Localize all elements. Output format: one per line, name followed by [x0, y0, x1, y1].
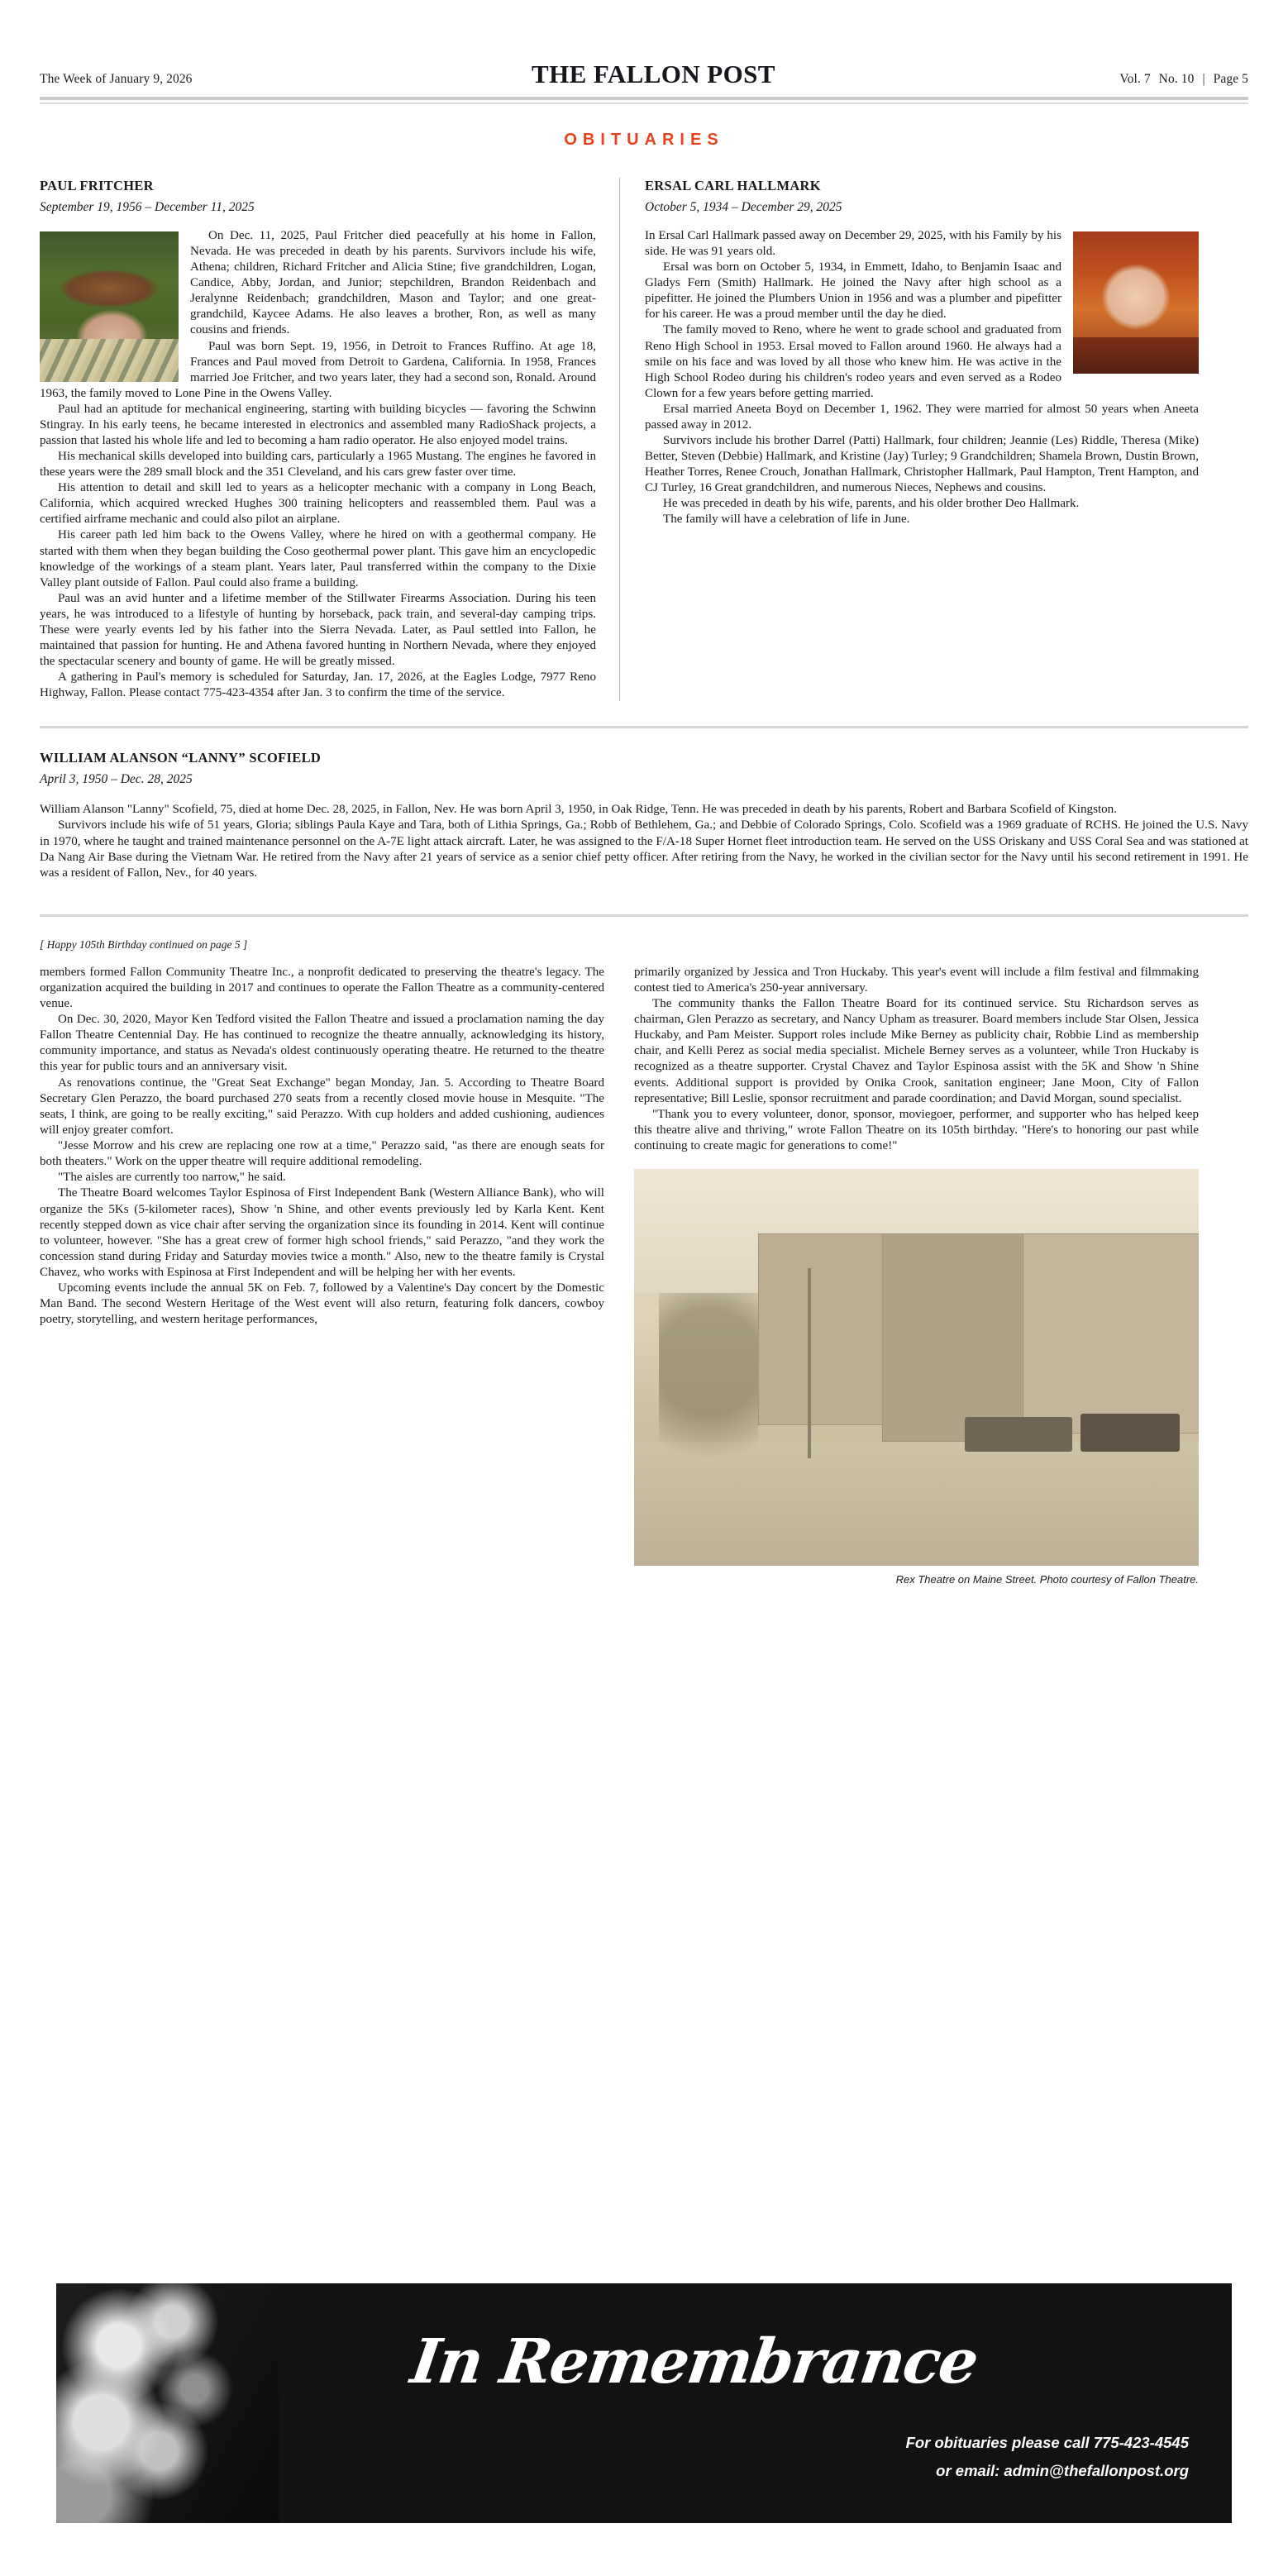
obituary-dates: September 19, 1956 – December 11, 2025 [40, 200, 255, 214]
theatre-article-left-column [40, 965, 604, 1587]
article-paragraph: On Dec. 30, 2020, Mayor Ken Tedford visited the Fallon Theatre and issued a proclamation naming the day Fallon Theatre Centennial Day. He has continued to recognize the theatre annually, acknowledging its history, community importance, and status as Nevada's oldest continuously operating theatre. He returned to the theatre this year for public tours and an anniversary visit. [40, 1013, 604, 1074]
obituary-ersal-carl-hallmark [619, 178, 1199, 701]
banner-flowers-image [56, 2283, 279, 2523]
banner-script-title: In Remembrance [406, 2326, 982, 2397]
article-paragraph: members formed Fallon Community Theatre Inc., a nonprofit dedicated to preserving the theatre's legacy. The organization acquired the building in 2017 and continues to operate the Fallon Theatre as a community-centered venue. [40, 965, 604, 1010]
volume-label: Vol. 7 [1119, 72, 1151, 86]
masthead-date: The Week of January 9, 2026 [40, 72, 193, 86]
obituary-paul-fritcher [40, 178, 619, 701]
article-paragraph: Upcoming events include the annual 5K on Feb. 7, followed by a Valentine's Day concert by the Domestic Man Band. The second Western Heritage of the West event will also return, featuring folk dancers, cowboy poetry, storytelling, and western heritage performances, [40, 1281, 604, 1327]
obituary-name: ERSAL CARL HALLMARK [645, 178, 821, 193]
continued-note: [ Happy 105th Birthday continued on page 5 ] [40, 937, 248, 951]
obituary-body [40, 228, 596, 701]
obit-paragraph: Paul was an avid hunter and a lifetime member of the Stillwater Firearms Association. During his teen years, he was introduced to a lifestyle of hunting by horseback, pack train, and several-day camping trips. These were yearly events led by his father into the Sierra Nevada. Later, as Paul settled into Fallon, he maintained that passion for hunting. He and Athena favored hunting in Northern Nevada, where they enjoyed the spectacular scenery and bounty of game. He will be greatly missed. [40, 591, 596, 669]
article-paragraph: As renovations continue, the "Great Seat Exchange" began Monday, Jan. 5. According to Theatre Board Secretary Glen Perazzo, the board purchased 270 seats from a recently closed movie house in Mesquite. "The seats, I think, are going to be really exciting," said Perazzo. With cup holders and added cushioning, audiences will enjoy greater comfort. [40, 1076, 604, 1137]
masthead-rule [40, 97, 1248, 104]
obit-paragraph: Survivors include his brother Darrel (Patti) Hallmark, four children; Jeannie (Les) Riddle, Theresa (Mike) Better, Steven (Debbie) Hallmark, and Kristine (Jay) Turley; 9 Grandchildren; Shamela Brown, Dustin Brown, Heather Torres, Renee Crouch, Jonathan Hallmark, Christopher Hallmark, Paul Hampton, Trent Hampton, and CJ Turley, 16 Great grandchildren, and numerous Nieces, Nephews and cousins. [645, 434, 1199, 495]
theatre-article [40, 965, 1248, 1587]
number-label: No. 10 [1158, 72, 1195, 86]
photo-building-right [1023, 1233, 1199, 1433]
portrait-ersal-hallmark-photo [1073, 231, 1199, 374]
theatre-article-right-column [634, 965, 1199, 1587]
banner-phone-line: For obituaries please call 775-423-4545 [905, 2433, 1189, 2451]
obit-paragraph: His mechanical skills developed into building cars, particularly a 1965 Mustang. The engines he favored in these years were the 289 small block and the 351 Cleveland, and his cars grew faster over time. [40, 450, 596, 479]
photo-vehicle [1080, 1414, 1180, 1452]
obit-paragraph: On Dec. 11, 2025, Paul Fritcher died peacefully at his home in Fallon, Nevada. He was preceded in death by his parents. Survivors include his wife, Athena; children, Richard Fritcher and Alicia Stine; five grandchildren, Logan, Candice, Abby, Jordan, and Junior; stepchildren, Brandon Reidenbach and Jeralynne Reidenbach; grandchildren, Mason and Taylor; and one great-grandchild, Kaycee Adams. He also leaves a brother, Ron, as well as many cousins and friends. [190, 229, 596, 337]
article-paragraph: "Thank you to every volunteer, donor, sponsor, moviegoer, performer, and supporter who has helped keep this theatre alive and thriving," wrote Fallon Theatre on its 105th birthday. "Here's to honoring our past while continuing to create magic for generations to come!" [634, 1107, 1199, 1153]
obit-paragraph: He was preceded in death by his wife, parents, and his older brother Deo Hallmark. [663, 497, 1080, 511]
article-paragraph: "Jesse Morrow and his crew are replacing one row at a time," Perazzo said, "as there are enough seats for both theaters." Work on the upper theatre will require additional remodeling. [40, 1139, 604, 1169]
in-remembrance-banner [56, 2283, 1232, 2523]
obit-paragraph: His attention to detail and skill led to years as a helicopter mechanic with a company in Long Beach, California, which acquired wrecked Hughes 300 training helicopters and reassembled them. Paul was a certified airframe mechanic and could also pilot an airplane. [40, 481, 596, 527]
obit-paragraph: Paul was born Sept. 19, 1956, in Detroit to Frances Ruffino. At age 18, Frances and Paul moved from Detroit to Gardena, California. In 1958, Frances married Joe Fritcher, and two years later, they had a second son, Ronald. Around 1963, the family moved to Lone Pine in the Owens Valley. [40, 339, 596, 400]
photo-vehicle [965, 1417, 1072, 1452]
article-paragraph: "The aisles are currently too narrow," he said. [58, 1171, 286, 1185]
section-divider-1 [40, 726, 1248, 728]
page-label: Page 5 [1213, 72, 1248, 86]
masthead-issue-info [1114, 72, 1248, 87]
obit-paragraph: In Ersal Carl Hallmark passed away on December 29, 2025, with his Family by his side. He was 91 years old. [645, 229, 1061, 259]
section-title-obituaries: OBITUARIES [564, 131, 724, 149]
obituary-name: PAUL FRITCHER [40, 178, 154, 193]
obit-paragraph: Ersal married Aneeta Boyd on December 1, 1962. They were married for almost 50 years when Aneeta passed away in 2012. [645, 402, 1199, 432]
obit-paragraph: William Alanson "Lanny" Scofield, 75, died at home Dec. 28, 2025, in Fallon, Nev. He was born April 3, 1950, in Oak Ridge, Tenn. He was preceded in death by his parents, Robert and Barbara Scofield of Kingston. [40, 803, 1117, 817]
obituary-name: WILLIAM ALANSON “LANNY” SCOFIELD [40, 750, 322, 766]
obituary-william-scofield [40, 750, 1248, 880]
masthead [40, 0, 1248, 89]
obituary-dates: April 3, 1950 – Dec. 28, 2025 [40, 772, 193, 787]
obituary-body [645, 228, 1199, 527]
masthead-separator: | [1202, 72, 1205, 86]
obit-paragraph: Ersal was born on October 5, 1934, in Emmett, Idaho, to Benjamin Isaac and Gladys Fern (Smith) Hallmark. He joined the Navy after high school as a pipefitter. He joined the Plumbers Union in 1956 and was a plumber and pipefitter for his career. He was a proud member until the day he died. [645, 260, 1061, 322]
theatre-photo-block [634, 1169, 1199, 1586]
rex-theatre-photo [634, 1169, 1199, 1566]
masthead-title: THE FALLON POST [532, 60, 775, 88]
obit-paragraph: The family will have a celebration of life in June. [663, 513, 910, 527]
portrait-paul-fritcher-photo [40, 231, 179, 382]
obit-paragraph: His career path led him back to the Owens Valley, where he hired on with a geothermal company. He started with them when they began building the Coso geothermal power plant. This gave him an encyclopedic knowledge of the workings of a steam plant. Years later, Paul transferred within the company to the Dixie Valley plant outside of Fallon. Paul could also frame a building. [40, 528, 596, 589]
obituaries-top-block [40, 178, 1248, 701]
section-divider-2 [40, 914, 1248, 917]
obit-paragraph: Survivors include his wife of 51 years, Gloria; siblings Paula Kaye and Tara, both of Lithia Springs, Ga.; Robb of Bethlehem, Ga.; and Debbie of Colorado Springs, Colo. Scofield was a 1969 graduate of RCHS. He joined the U.S. Navy in 1970, where he taught and trained maintenance personnel on the A-7E light attack aircraft. Later, he was assigned to the F/A-18 Super Hornet fleet introduction team. He served on the USS Oriskany and USS Coral Sea and was stationed at Da Nang Air Base during the Vietnam War. He retired from the Navy after 21 years of service as a senior chief petty officer. After retiring from the Navy, he worked in the civilian sector for the Navy until his second retirement in 1991. He was a resident of Fallon, Nev., for 40 years. [40, 818, 1248, 880]
photo-caption: Rex Theatre on Maine Street. Photo courtesy of Fallon Theatre. [895, 1573, 1199, 1586]
banner-contact-info [906, 2429, 1189, 2485]
article-paragraph: The Theatre Board welcomes Taylor Espinosa of First Independent Bank (Western Alliance Bank), who will organize the 5Ks (5-kilometer races), Show 'n Shine, and other events previously led by Karla Kent. Kent recently stepped down as vice chair after serving the organization since its founding in 2014. Kent will continue to volunteer, however. "She has a great crew of former high school friends," said Perazzo, "and they work the concession stand during Friday and Saturday movies twice a month." Also, new to the theatre family is Crystal Chavez, who works with Espinosa at First Independent and will be helping her with her events. [40, 1186, 604, 1280]
obit-paragraph: Paul had an aptitude for mechanical engineering, starting with building bicycles — favoring the Schwinn Stingray. In his early teens, he became interested in electronics and assembled many RadioShack projects, a passion that lasted his whole life and led to becoming a ham radio operator. He also enjoyed model trains. [40, 402, 596, 448]
article-paragraph: primarily organized by Jessica and Tron Huckaby. This year's event will include a film festival and filmmaking contest tied to America's 250-year anniversary. [634, 965, 1199, 995]
article-paragraph: The community thanks the Fallon Theatre Board for its continued service. Stu Richardson serves as chairman, Glen Perazzo as secretary, and Nancy Upham as treasurer. Board members include Star Olsen, Jessica Huckaby, and Pam Meister. Support roles include Mike Berney as publicity chair, Robbie Lind as membership chair, and Kelli Perez as social media specialist. Michele Berney serves as a volunteer, while Tron Huckaby is recognized as a theatre supporter. Crystal Chavez and Taylor Espinosa assist with the 5K and Show 'n Shine events. Additional support is provided by Onika Crook, sanitation engineer; Jane Moon, City of Fallon representative; Bill Leslie, sponsor recruitment and parade coordination; and David Morgan, sound specialist. [634, 996, 1199, 1105]
obituary-dates: October 5, 1934 – December 29, 2025 [645, 200, 842, 214]
photo-tree [659, 1293, 758, 1491]
obit-paragraph: A gathering in Paul's memory is scheduled for Saturday, Jan. 17, 2026, at the Eagles Lodge, 7977 Reno Highway, Fallon. Please contact 775-423-4354 after Jan. 3 to confirm the time of the service. [40, 670, 596, 700]
photo-building-center [882, 1233, 1024, 1442]
photo-building-left [758, 1233, 884, 1425]
obit-paragraph: The family moved to Reno, where he went to grade school and graduated from Reno High School in 1953. Ersal moved to Fallon around 1960. He always had a smile on his face and was loved by all those who knew him. He was active in the High School Rodeo during his children's rodeo years and even served as a Rodeo Clown for a few years before getting married. [645, 323, 1061, 400]
photo-pole [808, 1268, 811, 1458]
banner-email-line: or email: admin@thefallonpost.org [936, 2461, 1189, 2479]
obituary-body [40, 802, 1248, 880]
